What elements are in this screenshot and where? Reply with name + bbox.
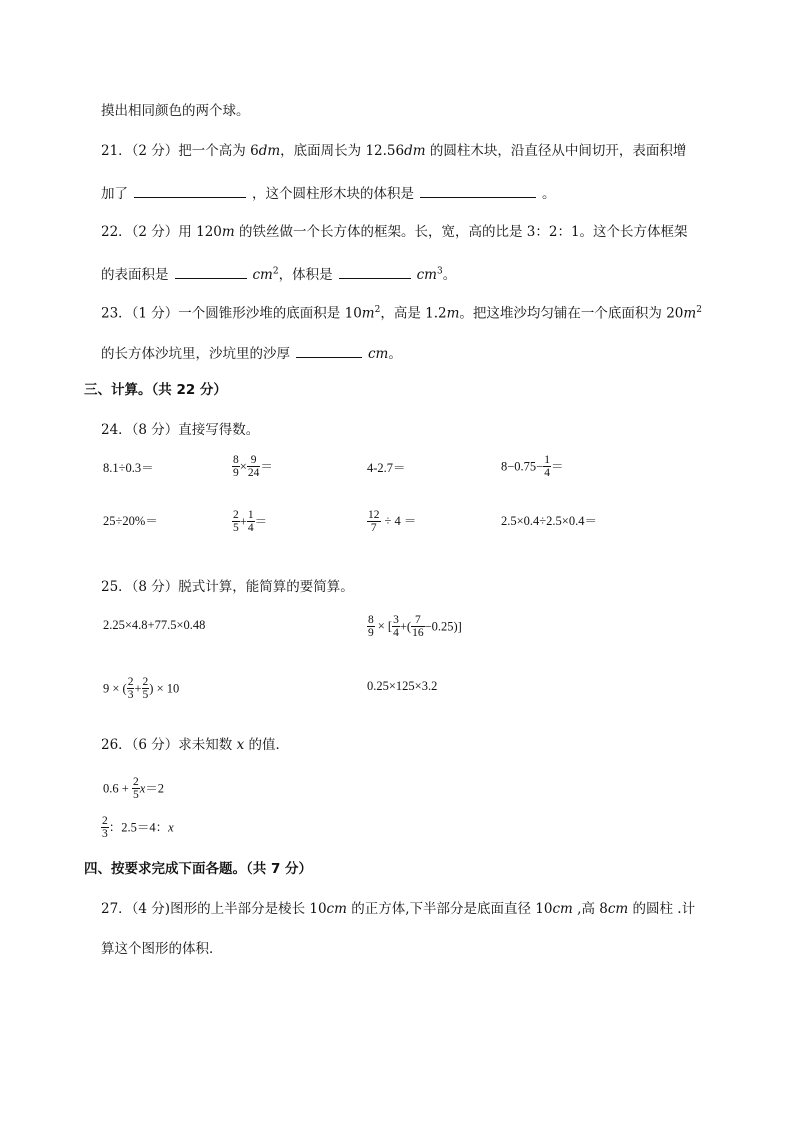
q22-text: 22．（2 分）用 120 [101,224,222,240]
superscript: 2 [374,305,381,315]
denominator: 9 [368,627,374,640]
q24-expr-8: 2.5×0.4÷2.5×0.4＝ [501,514,597,528]
q24-expr-7 [367,509,416,534]
unit-cm: cm [552,901,573,917]
q23-text: 23．（1 分）一个圆锥形沙堆的底面积是 10 [101,305,362,322]
fraction [543,454,551,479]
answer-blank[interactable] [296,345,362,358]
operator: −0.25)] [424,619,462,634]
q27-text: 27．（4 分)图形的上半部分是棱长 10 [101,901,327,917]
denominator: 5 [132,789,139,802]
q27-line-2: 算这个图形的体积． [101,941,223,957]
operator: + [134,681,142,696]
numerator: 2 [127,676,134,688]
q26-text: 的值． [244,737,290,753]
operator: +( [399,619,412,634]
superscript: 2 [696,305,702,315]
denominator: 3 [102,828,108,841]
q25-expr-1: 2.25×4.8+77.5×0.48 [103,618,206,632]
q24-title: 24．（8 分）直接写得数。 [101,422,260,438]
fraction [247,454,261,479]
numerator: 12 [368,509,380,521]
numerator: 2 [102,815,108,827]
fraction [101,815,109,840]
q24-expr-6 [232,509,267,534]
q22-text: 的铁丝做一个长方体的框架。长，宽，高的比是 3：2：1。这个长方体框架 [234,224,688,240]
q21-text: 21．（2 分）把一个高为 6 [101,143,259,159]
operator: 0.6 + [103,781,132,796]
q21-line-2 [101,185,556,202]
q24-expr-3: 4-2.7＝ [367,461,406,475]
denominator: 4 [544,467,550,480]
q21-text: 。 [542,186,556,202]
operator: ＝ [254,514,268,529]
fraction [132,776,140,801]
q25-title: 25．（8 分）脱式计算，能简算的要简算。 [101,579,354,595]
unit-cm: cm [368,346,389,362]
q26-text: 26．（6 分）求未知数 [101,737,237,753]
denominator: 5 [142,689,149,702]
unit-dm: dm [404,143,426,159]
denominator: 4 [393,627,399,640]
unit-cm: cm [416,267,437,283]
operator: + [239,514,247,529]
q21-line-1 [101,145,686,159]
denominator: 4 [247,522,254,535]
q23-text: ，高是 1.2 [380,305,447,322]
q21-text: 加了 [101,186,128,202]
q22-text: ，体积是 [278,267,333,283]
fraction [392,614,400,639]
q25-expr-2 [367,614,462,639]
q24-expr-4 [501,454,564,479]
denominator: 5 [233,522,239,535]
q27-line-1 [101,903,695,917]
operator: ) × 10 [149,681,180,696]
q22-line-2 [101,266,456,283]
unit-m: m [221,224,235,240]
q21-text: 的圆柱木块，沿直径从中间切开，表面积增 [425,143,687,159]
operator: ＝ [550,459,564,474]
fraction [247,509,255,534]
q27-text: ,高 8 [572,901,608,917]
q25-expr-4: 0.25×125×3.2 [367,679,438,693]
unit-m: m [683,305,697,322]
numerator: 8 [233,454,239,466]
q20-tail-text: 摸出相同颜色的两个球。 [101,103,250,119]
denominator: 3 [127,689,134,702]
denominator: 24 [247,467,260,480]
fraction [232,454,240,479]
operator: × [239,459,247,474]
numerator: 3 [393,614,399,626]
fraction [411,614,425,639]
q23-text: 。 [388,346,402,362]
operator: 8−0.75− [501,459,544,474]
q25-expr-3 [103,676,179,701]
numerator: 2 [132,776,139,788]
operator: ÷ 4 ＝ [384,514,417,529]
q26-equation-1 [103,776,164,801]
unit-m: m [361,305,375,322]
q24-expr-1: 8.1÷0.3＝ [103,461,154,475]
q27-text: 的圆柱 .计 [628,901,696,917]
answer-blank[interactable] [420,185,536,198]
variable-x: x [139,781,146,796]
q21-text: ，这个圆柱形木块的体积是 [252,186,414,202]
denominator: 7 [367,521,381,534]
q24-expr-5: 25÷20%＝ [103,514,158,528]
unit-cm: cm [607,901,629,917]
q26-equation-2 [101,815,174,840]
q22-text: 的表面积是 [101,267,169,283]
q22-text: 。 [442,267,457,283]
unit-dm: dm [258,143,281,159]
q26-title [101,739,289,753]
answer-blank[interactable] [134,185,246,198]
operator: 9 × ( [103,681,127,696]
variable-x: x [168,820,174,835]
numerator: 8 [368,614,374,626]
superscript: 2 [272,266,279,277]
operator: ：2.5＝4： [108,820,169,835]
numerator: 9 [250,454,257,466]
numerator: 2 [142,676,149,688]
q23-text: 。把这堆沙均匀铺在一个底面积为 20 [459,305,684,322]
answer-blank[interactable] [339,266,411,279]
unit-m: m [446,305,460,322]
fraction [367,614,375,639]
fraction [367,509,381,534]
denominator: 16 [412,627,424,640]
operator: ＝ [260,459,273,474]
unit-cm: cm [252,267,273,283]
operator: ＝2 [145,781,165,796]
numerator: 1 [544,454,550,466]
variable-x: x [236,737,245,753]
section-3-heading: 三、计算。（共 22 分） [84,382,227,398]
numerator: 2 [233,509,239,521]
operator: × [ [377,619,393,634]
q23-line-2 [101,345,402,362]
fraction [232,509,240,534]
answer-blank[interactable] [175,266,247,279]
q24-expr-2 [232,454,273,479]
unit-cm: cm [326,901,347,917]
q22-line-1 [101,226,688,240]
denominator: 9 [233,467,239,480]
numerator: 1 [247,509,254,521]
q27-text: 的正方体,下半部分是底面直径 10 [346,901,553,917]
section-4-heading: 四、按要求完成下面各题。（共 7 分） [84,861,313,877]
superscript: 3 [436,266,443,277]
q21-text: ，底面周长为 12.56 [280,143,405,159]
q23-text: 的长方体沙坑里，沙坑里的沙厚 [101,346,290,362]
q23-line-1 [101,306,702,321]
numerator: 7 [414,614,421,626]
